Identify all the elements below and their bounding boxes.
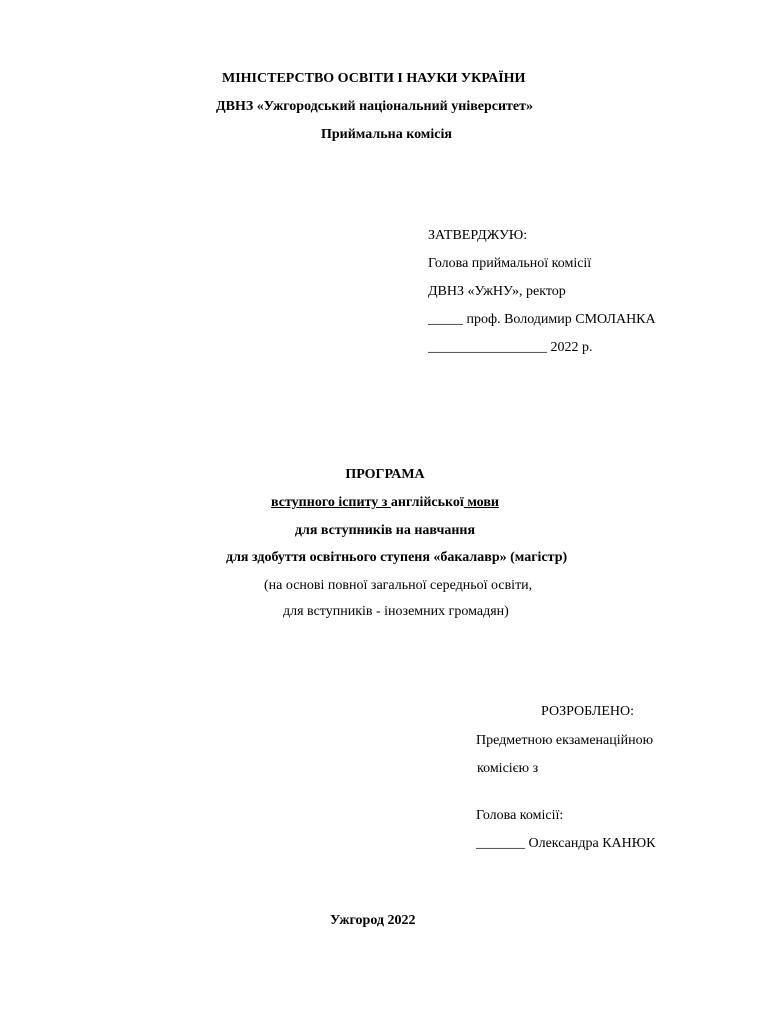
university-heading: ДВНЗ «Ужгородський національний університет» — [216, 99, 534, 114]
subtitle-part-mova: мови — [463, 495, 499, 510]
developed-by-line1: Предметною екзаменаційною — [476, 733, 654, 748]
developed-title: РОЗРОБЛЕНО: — [541, 704, 634, 719]
program-subtitle — [0, 495, 770, 511]
program-title: ПРОГРАМА — [345, 467, 425, 482]
program-basis: (на основі повної загальної середньої освіти, — [264, 578, 533, 593]
developed-by-line2: комісією з — [477, 761, 539, 776]
city-year: Ужгород 2022 — [330, 913, 416, 928]
subtitle-part-language: англійської — [390, 495, 464, 510]
approval-institution: ДВНЗ «УжНУ», ректор — [428, 284, 566, 299]
approval-date: _________________ 2022 р. — [428, 340, 593, 355]
chair-name: _______ Олександра КАНЮК — [476, 836, 656, 851]
approval-position: Голова приймальної комісії — [428, 256, 592, 271]
program-foreigners: для вступників - іноземних громадян) — [283, 604, 509, 619]
program-for-applicants: для вступників на навчання — [294, 523, 476, 538]
chair-label: Голова комісії: — [476, 808, 564, 823]
approval-signatory: _____ проф. Володимир СМОЛАНКА — [428, 312, 656, 327]
subtitle-part-exam: вступного іспиту з — [271, 495, 391, 510]
approval-title: ЗАТВЕРДЖУЮ: — [428, 228, 528, 243]
ministry-heading: МІНІСТЕРСТВО ОСВІТИ І НАУКИ УКРАЇНИ — [222, 71, 526, 86]
commission-heading: Приймальна комісія — [321, 127, 452, 142]
program-degree: для здобуття освітнього ступеня «бакалавр» (магістр) — [226, 550, 568, 565]
